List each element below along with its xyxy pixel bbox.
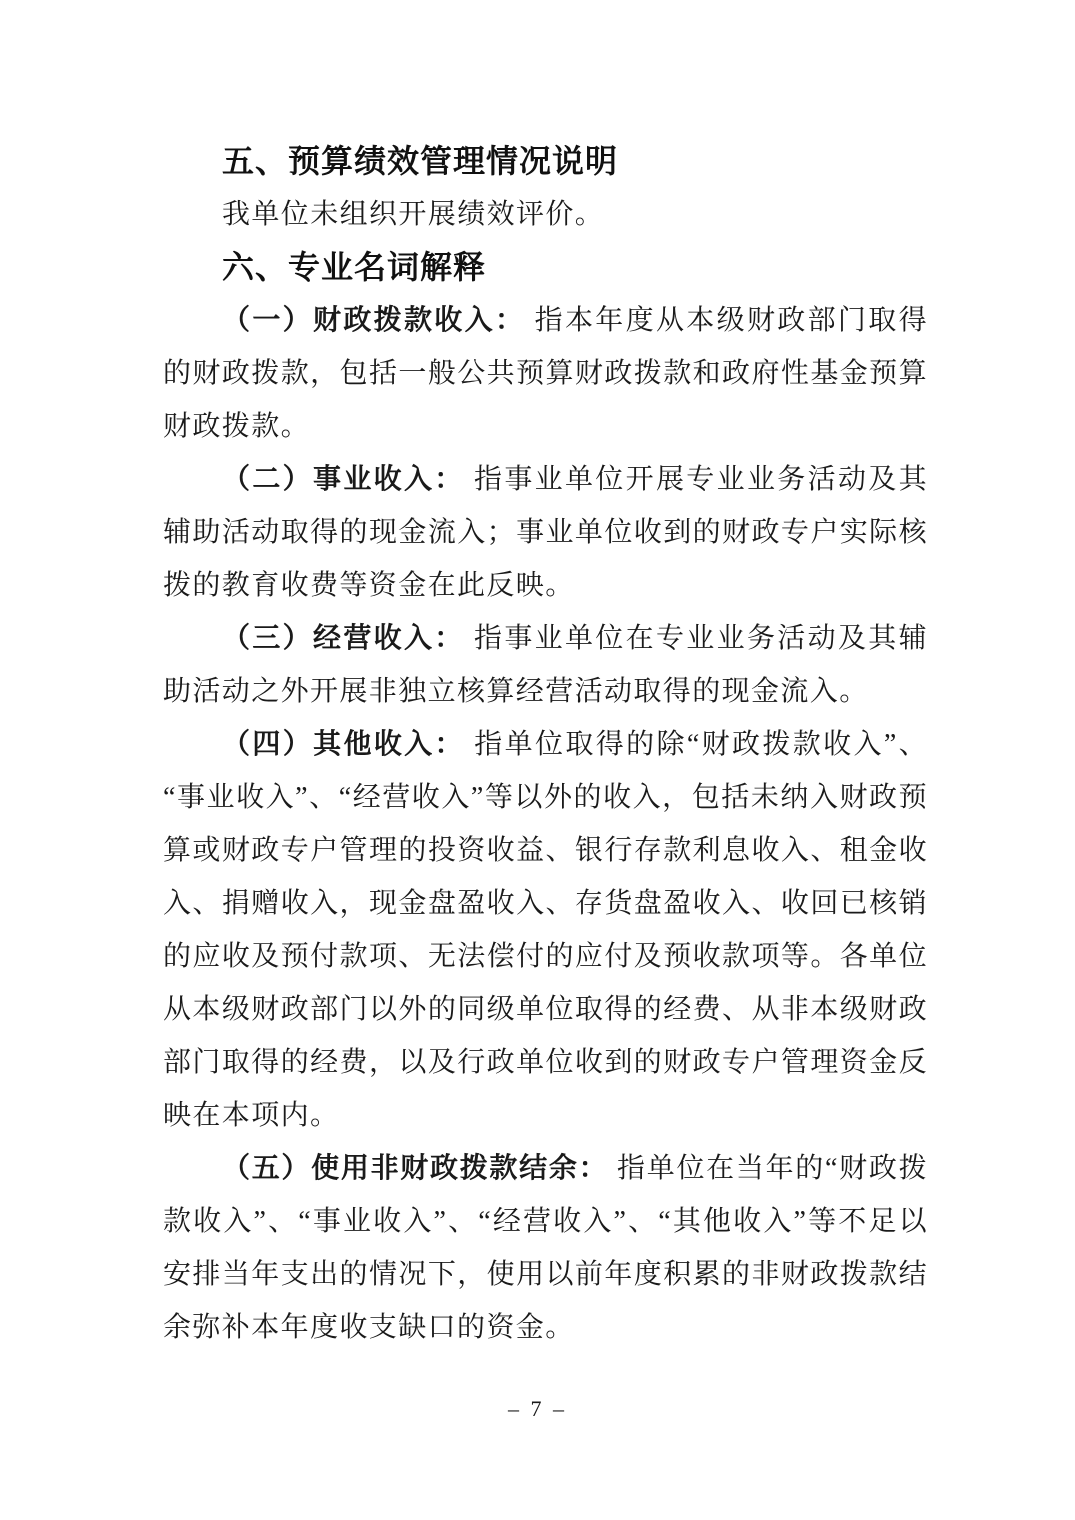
paragraph-text: 指事业单位在专业业务活动及其辅助活动之外开展非独立核算经营活动取得的现金流入。 <box>163 623 928 707</box>
paragraph-text: 指事业单位开展专业业务活动及其辅助活动取得的现金流入；事业单位收到的财政专户实际核拨的教育收费等资金在此反映。 <box>163 464 928 601</box>
paragraph-text: 指本年度从本级财政部门取得的财政拨款，包括一般公共预算财政拨款和政府性基金预算财政拨款。 <box>163 305 928 442</box>
paragraph-text: 我单位未组织开展绩效评价。 <box>222 199 605 230</box>
paragraph-lead-term: （四）其他收入： <box>222 729 465 760</box>
section-heading-text: 五、预算绩效管理情况说明 <box>222 143 619 179</box>
body-paragraph <box>163 453 928 612</box>
paragraph-lead-term: （三）经营收入： <box>222 623 465 654</box>
document-content <box>163 135 928 1354</box>
section-heading <box>163 135 928 188</box>
paragraph-text: 指单位取得的除“财政拨款收入”、“事业收入”、“经营收入”等以外的收入，包括未纳入财政预算或财政专户管理的投资收益、银行存款利息收入、租金收入、捐赠收入，现金盘盈收入、存货盘盈收入、收回已核销的应收及预付款项、无法偿付的应付及预收款项等。各单位从本级财政部门以外的同级单位取得的经费、从非本级财政部门取得的经费，以及行政单位收到的财政专户管理资金反映在本项内。 <box>163 729 929 1131</box>
paragraph-text: 指单位在当年的“财政拨款收入”、“事业收入”、“经营收入”、“其他收入”等不足以安排当年支出的情况下，使用以前年度积累的非财政拨款结余弥补本年度收支缺口的资金。 <box>163 1153 928 1343</box>
section-heading-text: 六、专业名词解释 <box>222 249 487 285</box>
body-paragraph <box>163 294 928 453</box>
body-paragraph <box>163 188 928 241</box>
page-footer <box>0 1396 1075 1422</box>
body-paragraph <box>163 612 928 718</box>
paragraph-lead-term: （一）财政拨款收入： <box>222 305 526 336</box>
body-paragraph <box>163 718 928 1142</box>
page-number: – 7 – <box>508 1396 567 1421</box>
body-paragraph <box>163 1142 928 1354</box>
paragraph-lead-term: （五）使用非财政拨款结余： <box>222 1153 609 1184</box>
section-heading <box>163 241 928 294</box>
paragraph-lead-term: （二）事业收入： <box>222 464 465 495</box>
